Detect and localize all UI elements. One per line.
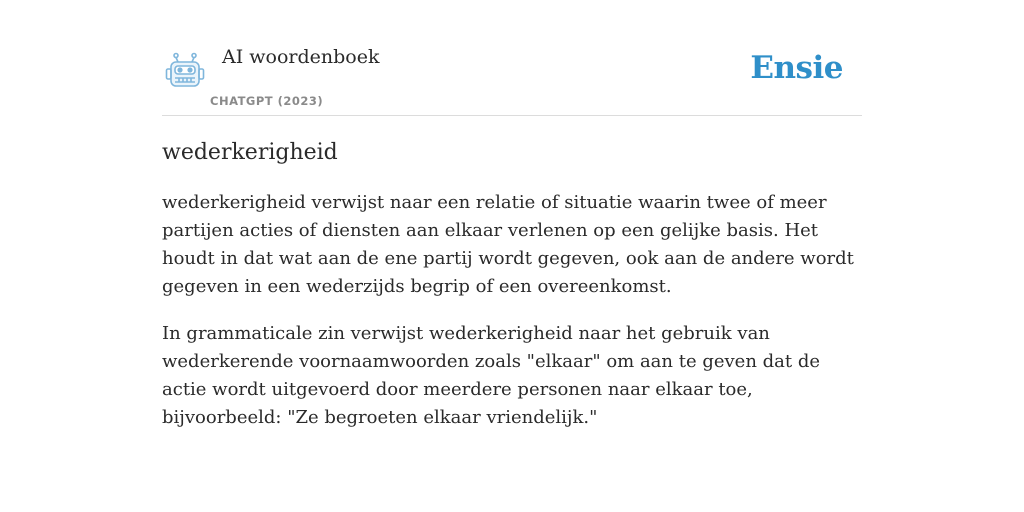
entry-definition: [162, 189, 862, 432]
definition-paragraph: In grammaticale zin verwijst wederkerigheid naar het gebruik van wederkerende voornaamwoorden zoals "elkaar" om aan te geven dat de actie wordt uitgevoerd door meerdere personen naar elkaar toe, bijvoorbeeld: "Ze begroeten elkaar vriendelijk.": [162, 323, 821, 428]
entry-header: [162, 40, 862, 116]
robot-icon: [165, 52, 205, 88]
source-title: AI woordenboek: [222, 46, 380, 68]
definition-paragraph: wederkerigheid verwijst naar een relatie of situatie waarin twee of meer partijen acties of diensten aan elkaar verlenen op een gelijke basis. Het houdt in dat wat aan de ene partij wordt gegeven, ook aan de andere wordt gegeven in een wederzijds begrip of een overeenkomst.: [162, 192, 854, 297]
dictionary-entry-card: [162, 40, 862, 432]
brand-logo[interactable]: Ensie: [750, 50, 843, 86]
entry-term: wederkerigheid: [162, 140, 338, 165]
source-meta: CHATGPT (2023): [210, 94, 324, 108]
